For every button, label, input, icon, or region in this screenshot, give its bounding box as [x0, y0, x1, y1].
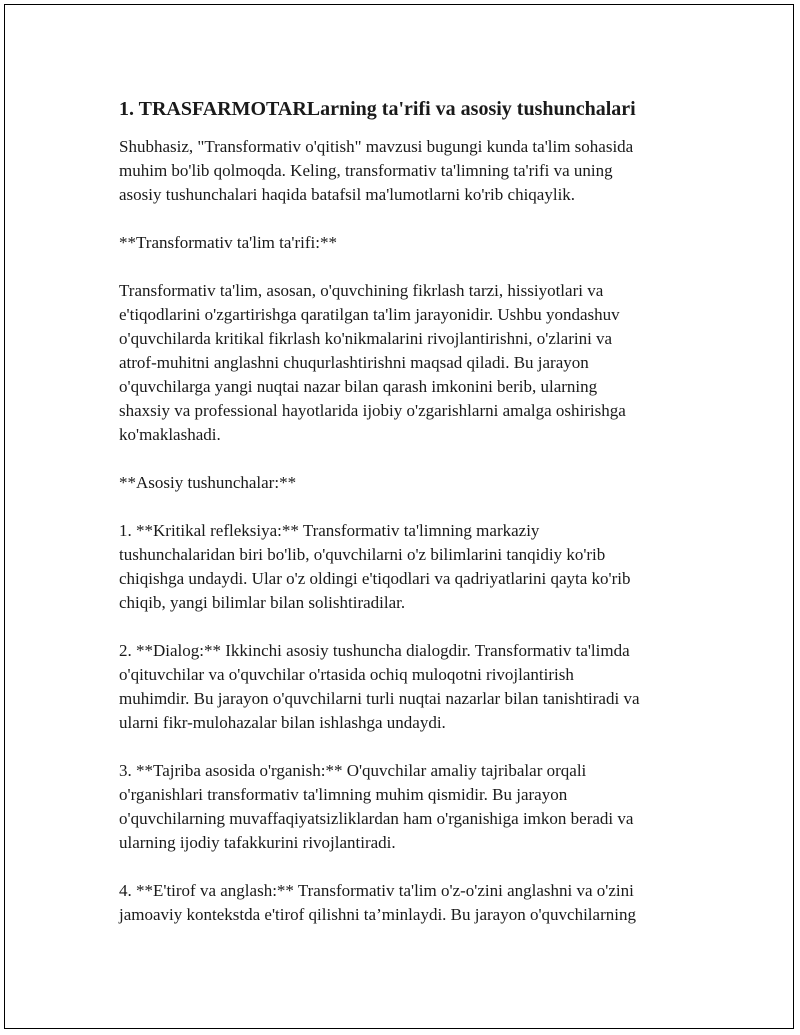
text-line: o'quvchilarning muvaffaqiyatsizliklardan ham o'rganishiga imkon beradi va — [119, 809, 634, 828]
paragraph-list — [119, 135, 699, 927]
paragraph — [119, 231, 699, 255]
text-line: ularning ijodiy tafakkurini rivojlantiradi. — [119, 833, 396, 852]
paragraph — [119, 471, 699, 495]
paragraph — [119, 279, 699, 447]
text-line: e'tiqodlarini o'zgartirishga qaratilgan ta'lim jarayonidir. Ushbu yondashuv — [119, 305, 620, 324]
text-line: Transformativ ta'lim, asosan, o'quvchining fikrlash tarzi, hissiyotlari va — [119, 281, 604, 300]
text-line: o'rganishlari transformativ ta'limning muhim qismidir. Bu jarayon — [119, 785, 568, 804]
text-line: o'qituvchilar va o'quvchilar o'rtasida ochiq muloqotni rivojlantirish — [119, 665, 574, 684]
text-line: 4. **E'tirof va anglash:** Transformativ ta'lim o'z-o'zini anglashni va o'zini — [119, 881, 634, 900]
paragraph — [119, 879, 699, 927]
text-line: muhimdir. Bu jarayon o'quvchilarni turli nuqtai nazarlar bilan tanishtiradi va — [119, 689, 640, 708]
section-heading: 1. TRASFARMOTARLarning ta'rifi va asosiy tushunchalari — [119, 98, 636, 120]
document-page — [4, 4, 794, 1029]
text-line: **Asosiy tushunchalar:** — [119, 473, 297, 492]
paragraph — [119, 639, 699, 735]
text-line: chiqib, yangi bilimlar bilan solishtiradilar. — [119, 593, 406, 612]
text-line: chiqishga undaydi. Ular o'z oldingi e'tiqodlari va qadriyatlarini qayta ko'rib — [119, 569, 631, 588]
text-line: 2. **Dialog:** Ikkinchi asosiy tushuncha dialogdir. Transformativ ta'limda — [119, 641, 630, 660]
text-line: **Transformativ ta'lim ta'rifi:** — [119, 233, 337, 252]
text-line: jamoaviy kontekstda e'tirof qilishni ta’minlaydi. Bu jarayon o'quvchilarning — [119, 905, 636, 924]
text-line: muhim bo'lib qolmoqda. Keling, transformativ ta'limning ta'rifi va uning — [119, 161, 613, 180]
text-line: 1. **Kritikal refleksiya:** Transformativ ta'limning markaziy — [119, 521, 540, 540]
text-line: asosiy tushunchalari haqida batafsil ma'lumotlarni ko'rib chiqaylik. — [119, 185, 576, 204]
document-content — [119, 97, 699, 951]
text-line: shaxsiy va professional hayotlarida ijobiy o'zgarishlarni amalga oshirishga — [119, 401, 626, 420]
text-line: o'quvchilarga yangi nuqtai nazar bilan qarash imkonini berib, ularning — [119, 377, 598, 396]
text-line: o'quvchilarda kritikal fikrlash ko'nikmalarini rivojlantirishni, o'zlarini va — [119, 329, 613, 348]
text-line: ularni fikr-mulohazalar bilan ishlashga undaydi. — [119, 713, 446, 732]
text-line: ko'maklashadi. — [119, 425, 221, 444]
text-line: 3. **Tajriba asosida o'rganish:** O'quvchilar amaliy tajribalar orqali — [119, 761, 587, 780]
paragraph — [119, 759, 699, 855]
text-line: tushunchalaridan biri bo'lib, o'quvchilarni o'z bilimlarini tanqidiy ko'rib — [119, 545, 606, 564]
text-line: Shubhasiz, "Transformativ o'qitish" mavzusi bugungi kunda ta'lim sohasida — [119, 137, 634, 156]
paragraph — [119, 135, 699, 207]
paragraph — [119, 519, 699, 615]
text-line: atrof-muhitni anglashni chuqurlashtirishni maqsad qiladi. Bu jarayon — [119, 353, 589, 372]
